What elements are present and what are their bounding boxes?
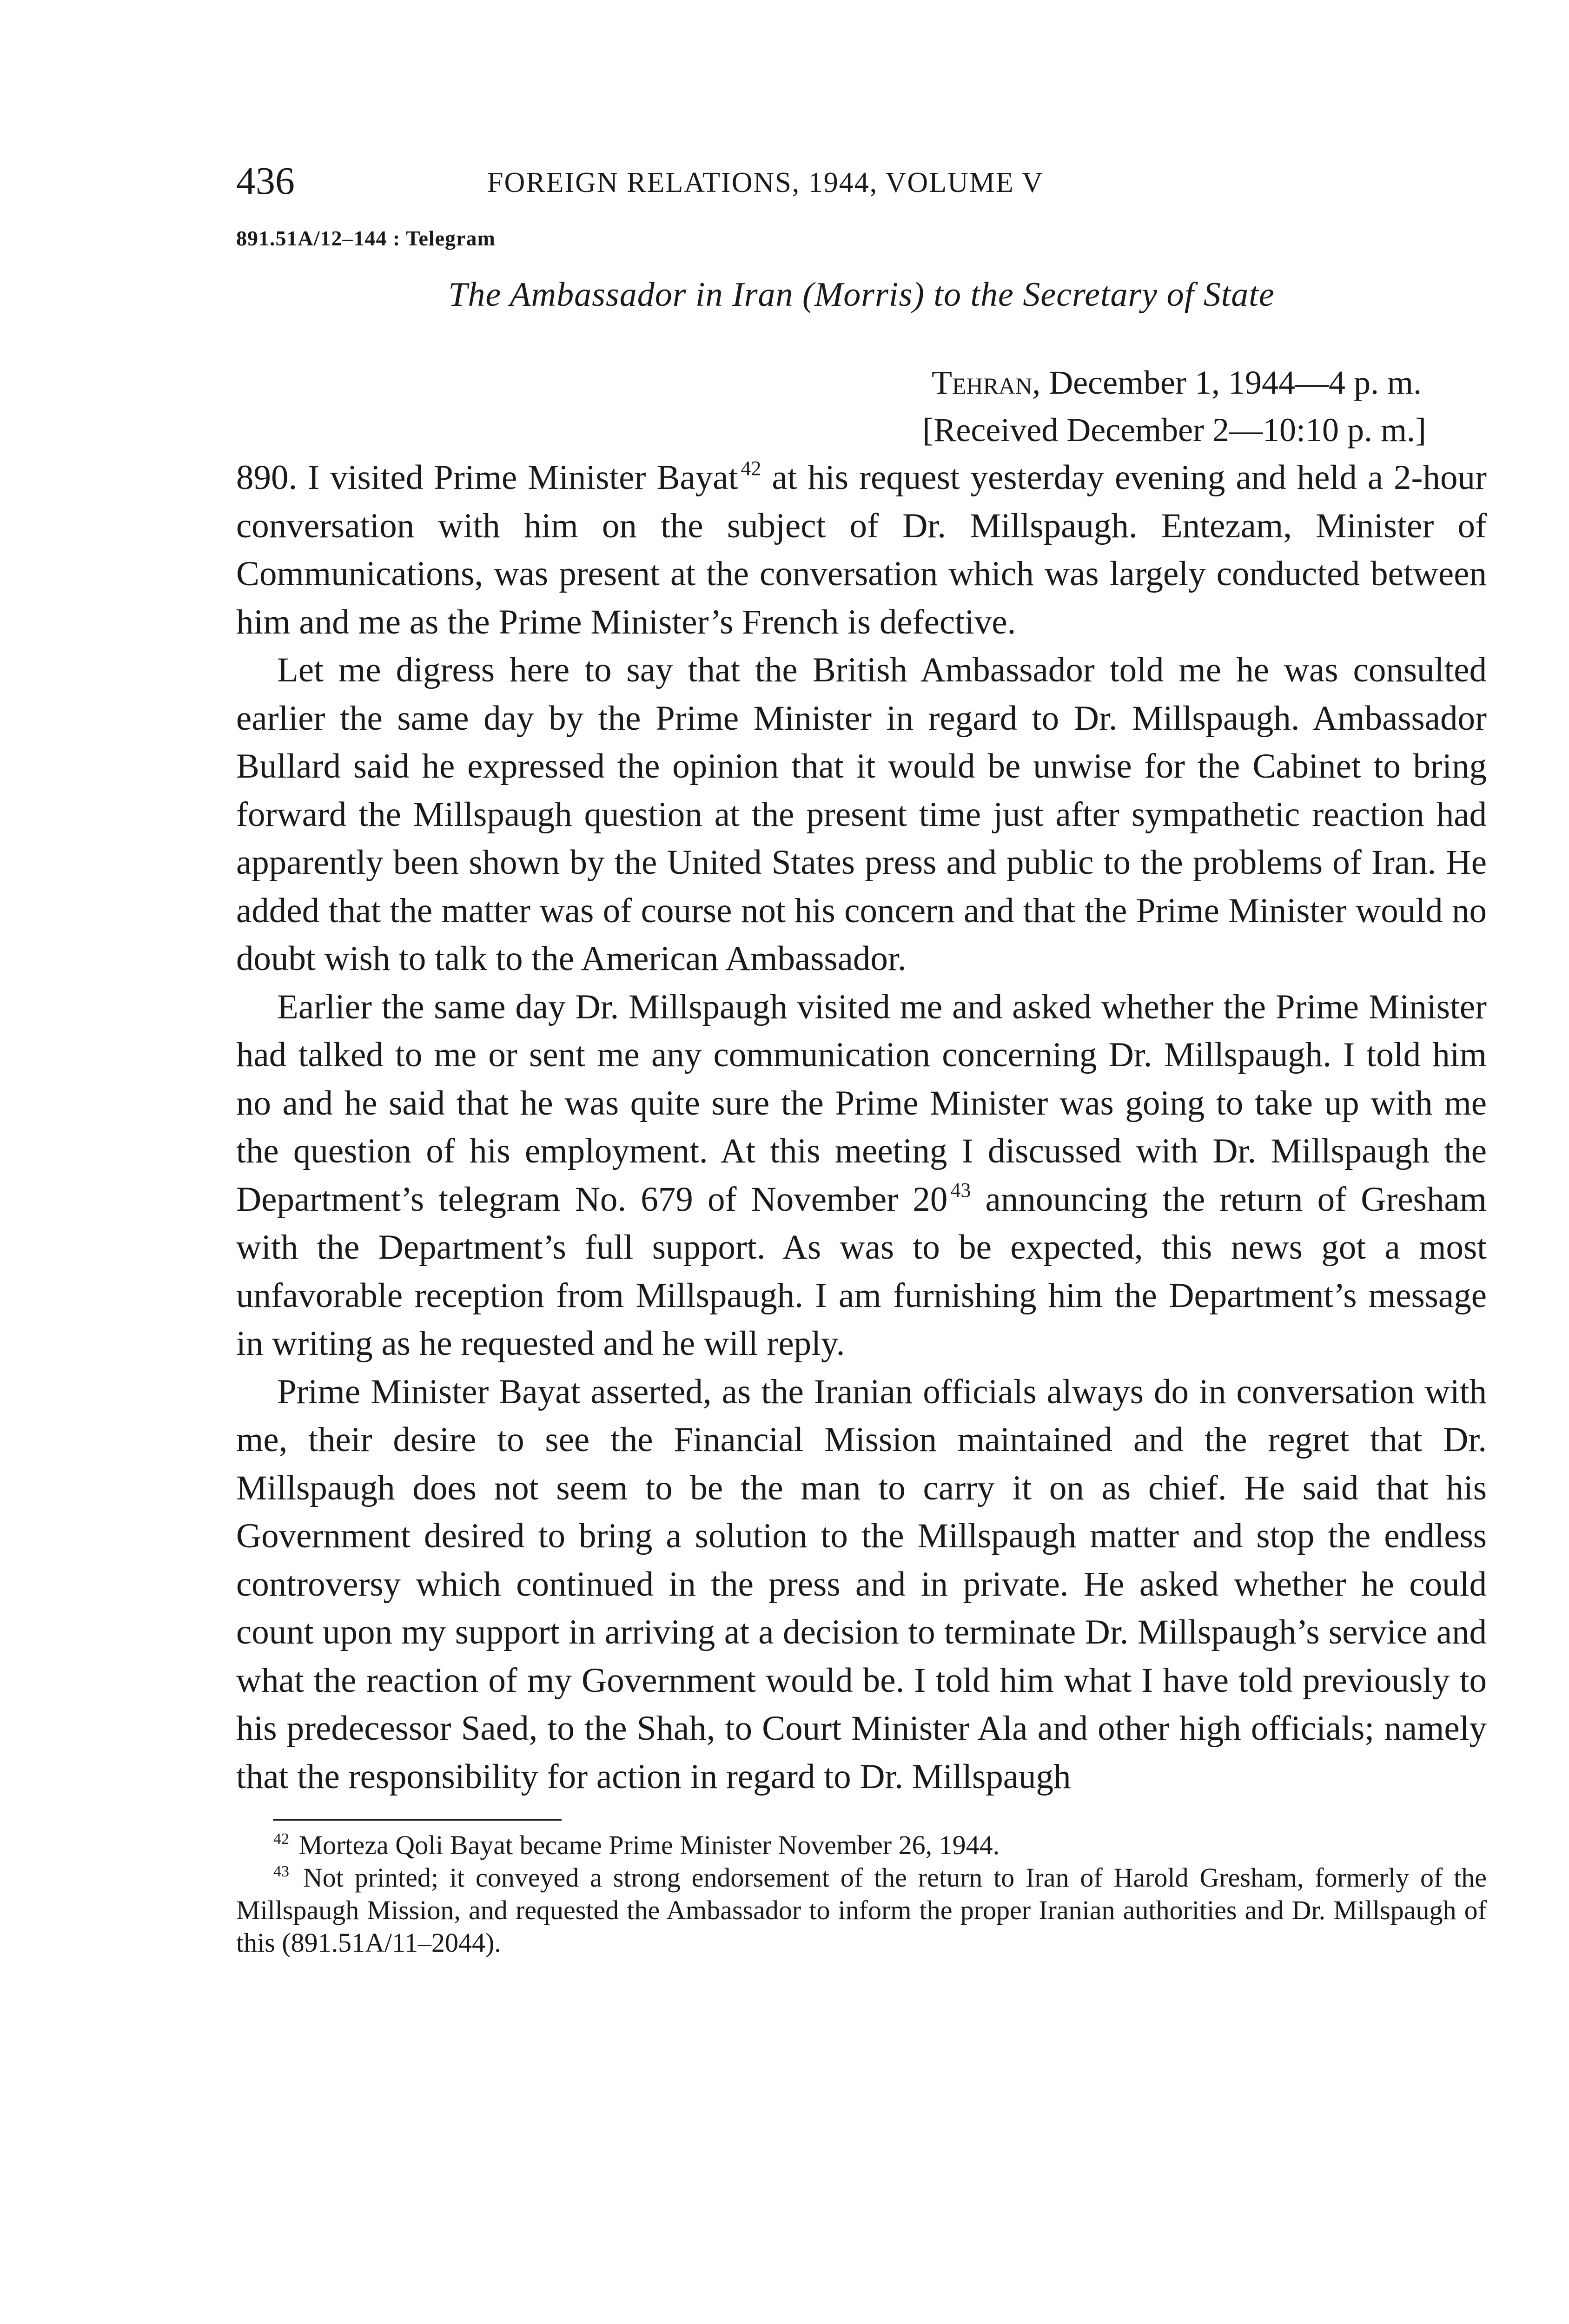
received-line: [Received December 2—10:10 p. m.] [922,411,1426,449]
paragraph-text: 890. I visited Prime Minister Bayat [236,458,738,497]
file-reference: 891.51A/12–144 : Telegram [236,226,496,250]
footnote-marker: 42 [273,1830,289,1848]
footnote-ref-42: 42 [741,457,761,480]
footnote-ref-43: 43 [950,1178,971,1202]
dateline-place: Tehran [931,364,1033,401]
paragraph-1 [236,454,1487,646]
dateline-date: , December 1, 1944—4 p. m. [1032,364,1422,401]
footnote-text: Morteza Qoli Bayat became Prime Minister November 26, 1944. [292,1830,1000,1860]
footnote-divider [273,1819,562,1821]
paragraph-text: announcing the return of Gresham with the Department’s full support. As was to be expected, this news got a most unfavorable reception from Millspaugh. I am furnishing him the Department’s message in writing as he requested and he will reply. [236,1180,1487,1363]
dateline [236,359,1487,406]
paragraph-text: Let me digress here to say that the British Ambassador told me he was consulted earlier the same day by the Prime Minister in regard to Dr. Millspaugh. Ambassador Bullard said he expressed the opinion that it would be unwise for the Cabinet to bring forward the Millspaugh question at the present time just after sympathetic reaction had apparently been shown by the United States press and public to the problems of Iran. He added that the matter was of course not his concern and that the Prime Minister would no doubt wish to talk to the American Ambassador. [236,651,1487,978]
paragraph-3 [236,983,1487,1368]
page-number: 436 [236,159,295,203]
paragraph-text: Earlier the same day Dr. Millspaugh visited me and asked whether the Prime Minister had talked to me or sent me any communication concerning Dr. Millspaugh. I told him no and he said that he was quite sure the Prime Minister was going to take up with me the question of his employment. At this meeting I discussed with Dr. Millspaugh the Department’s telegram No. 679 of November 20 [236,987,1487,1219]
paragraph-text: at his request yesterday evening and held a 2-hour conversation with him on the subject of Dr. Millspaugh. Entezam, Minister of Communications, was present at the conversation which was largely conducted between him and me as the Prime Minister’s French is defective. [236,458,1487,641]
footnote-42 [236,1829,1487,1862]
paragraph-text: Prime Minister Bayat asserted, as the Iranian officials always do in conversation with me, their desire to see the Financial Mission maintained and the regret that Dr. Millspaugh does not seem to be the man to carry it on as chief. He said that his Government desired to bring a solution to the Millspaugh matter and stop the endless controversy which continued in the press and in private. He asked whether he could count upon my support in arriving at a decision to terminate Dr. Millspaugh’s service and what the reaction of my Government would be. I told him what I have told previously to his predecessor Saed, to the Shah, to Court Minister Ala and other high officials; namely that the responsibility for action in regard to Dr. Millspaugh [236,1372,1487,1796]
paragraph-2 [236,646,1487,983]
footnote-43 [236,1862,1487,1959]
running-title: FOREIGN RELATIONS, 1944, VOLUME V [487,167,1044,198]
footnote-marker: 43 [273,1863,289,1880]
telegram-body [236,454,1487,1801]
document-page [236,158,1487,1959]
footnote-text: Not printed; it conveyed a strong endorsement of the return to Iran of Harold Gresham, formerly of the Millspaugh Mission, and requested the Ambassador to inform the proper Iranian authorities and Dr. Millspaugh of this (891.51A/11–2044). [236,1862,1487,1958]
footnotes [236,1829,1487,1959]
paragraph-4 [236,1368,1487,1801]
running-header [236,158,1487,209]
document-title: The Ambassador in Iran (Morris) to the Secretary of State [448,276,1275,314]
